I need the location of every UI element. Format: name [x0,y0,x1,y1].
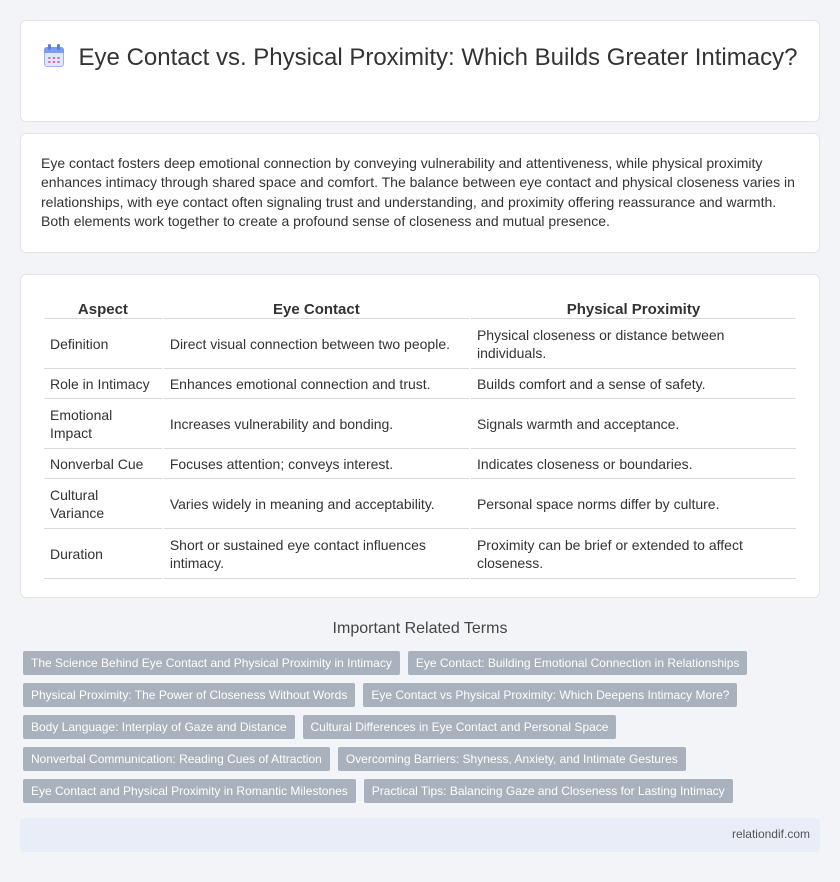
related-term-link[interactable]: Overcoming Barriers: Shyness, Anxiety, and Intimate Gestures [338,747,686,771]
table-header-row [44,294,796,319]
row-physical-proximity: Builds comfort and a sense of safety. [471,369,796,399]
header-physical-proximity: Physical Proximity [471,294,796,319]
header-aspect: Aspect [44,294,162,319]
row-aspect: Definition [44,319,162,369]
row-aspect: Cultural Variance [44,479,162,529]
page-title: Eye Contact vs. Physical Proximity: Which Builds Greater Intimacy? [78,44,798,71]
table-row [44,479,796,529]
header-eye-contact: Eye Contact [164,294,469,319]
row-physical-proximity: Physical closeness or distance between individuals. [471,319,796,369]
row-aspect: Duration [44,529,162,579]
related-term-link[interactable]: Eye Contact and Physical Proximity in Romantic Milestones [23,779,356,803]
table-row [44,449,796,479]
calendar-icon [43,44,65,68]
row-eye-contact: Varies widely in meaning and acceptability. [164,479,469,529]
row-aspect: Emotional Impact [44,399,162,449]
intro-card [20,133,820,253]
related-term-link[interactable]: The Science Behind Eye Contact and Physical Proximity in Intimacy [23,651,400,675]
row-eye-contact: Short or sustained eye contact influences intimacy. [164,529,469,579]
title-card [20,20,820,122]
comparison-table-card [20,274,820,598]
related-term-link[interactable]: Body Language: Interplay of Gaze and Distance [23,715,295,739]
footer-site-name[interactable]: relationdif.com [731,827,810,841]
comparison-table [42,294,798,579]
related-term-link[interactable]: Practical Tips: Balancing Gaze and Closeness for Lasting Intimacy [364,779,733,803]
related-term-link[interactable]: Cultural Differences in Eye Contact and Personal Space [303,715,617,739]
row-aspect: Role in Intimacy [44,369,162,399]
footer [20,818,820,852]
table-row [44,529,796,579]
intro-paragraph: Eye contact fosters deep emotional connection by conveying vulnerability and attentiveness, while physical proximity enhances intimacy through shared space and comfort. The balance between eye contact and physical closeness varies in relationships, with eye contact often signaling trust and understanding, and proximity offering reassurance and warmth. Both elements work together to create a profound sense of closeness and mutual presence. [41,155,795,230]
related-term-link[interactable]: Physical Proximity: The Power of Closeness Without Words [23,683,355,707]
table-row [44,399,796,449]
row-aspect: Nonverbal Cue [44,449,162,479]
related-terms-heading: Important Related Terms [332,620,508,637]
row-physical-proximity: Indicates closeness or boundaries. [471,449,796,479]
row-physical-proximity: Proximity can be brief or extended to affect closeness. [471,529,796,579]
related-term-link[interactable]: Nonverbal Communication: Reading Cues of Attraction [23,747,330,771]
related-term-link[interactable]: Eye Contact: Building Emotional Connection in Relationships [408,651,748,675]
related-term-link[interactable]: Eye Contact vs Physical Proximity: Which Deepens Intimacy More? [363,683,737,707]
row-physical-proximity: Signals warmth and acceptance. [471,399,796,449]
row-physical-proximity: Personal space norms differ by culture. [471,479,796,529]
row-eye-contact: Focuses attention; conveys interest. [164,449,469,479]
table-row [44,369,796,399]
table-row [44,319,796,369]
page-title-container [21,43,819,72]
row-eye-contact: Direct visual connection between two people. [164,319,469,369]
row-eye-contact: Increases vulnerability and bonding. [164,399,469,449]
row-eye-contact: Enhances emotional connection and trust. [164,369,469,399]
related-terms-list [23,651,823,811]
